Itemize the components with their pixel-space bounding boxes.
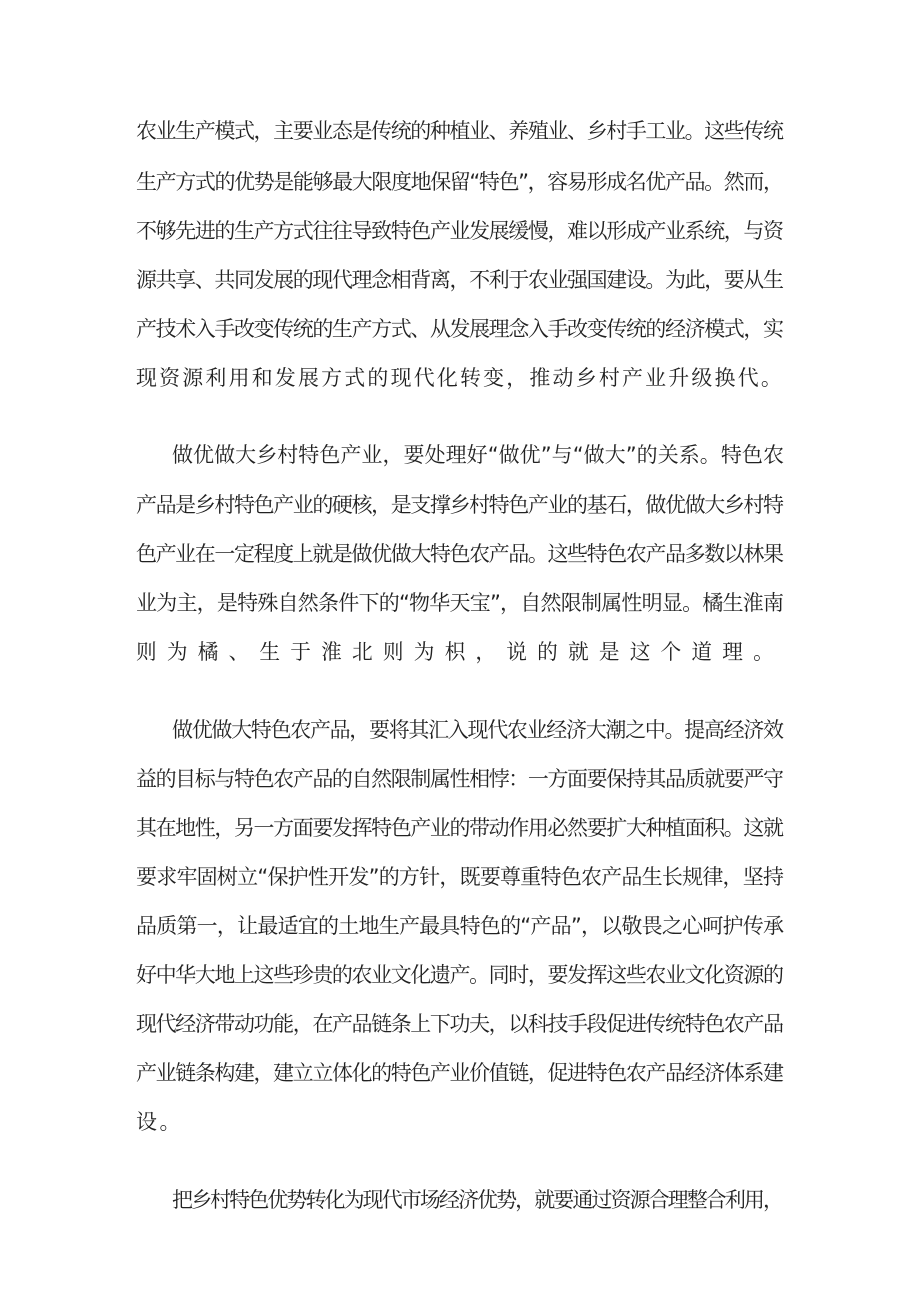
text-line: 产业链条构建，建立立体化的特色产业价值链，促进特色农产品经济体系建 <box>136 1061 783 1085</box>
text-line: 不够先进的生产方式往往导致特色产业发展缓慢，难以形成产业系统，与资 <box>136 219 783 243</box>
text-line: 源共享、共同发展的现代理念相背离，不利于农业强国建设。为此，要从生 <box>136 268 783 292</box>
text-line: 现资源利用和发展方式的现代化转变，推动乡村产业升级换代。 <box>136 366 784 390</box>
text-line: 其在地性，另一方面要发挥特色产业的带动作用必然要扩大种植面积。这就 <box>136 816 783 840</box>
text-line: 产技术入手改变传统的生产方式、从发展理念入手改变传统的经济模式，实 <box>136 317 783 341</box>
text-line: 则为橘、生于淮北则为枳，说的就是这个道理。 <box>136 640 784 664</box>
text-line: 做优做大特色农产品，要将其汇入现代农业经济大潮之中。提高经济效 <box>172 718 783 742</box>
text-line: 要求牢固树立“保护性开发”的方针，既要尊重特色农产品生长规律，坚持 <box>136 865 784 889</box>
text-line: 益的目标与特色农产品的自然限制属性相悖：一方面要保持其品质就要严守 <box>136 767 783 791</box>
text-line: 产品是乡村特色产业的硬核，是支撑乡村特色产业的基石，做优做大乡村特 <box>136 493 783 517</box>
text-line: 农业生产模式，主要业态是传统的种植业、养殖业、乡村手工业。这些传统 <box>136 119 783 143</box>
text-line: 色产业在一定程度上就是做优做大特色农产品。这些特色农产品多数以林果 <box>136 542 783 566</box>
text-line: 现代经济带动功能，在产品链条上下功夫，以科技手段促进传统特色农产品 <box>136 1012 783 1036</box>
text-line: 业为主，是特殊自然条件下的“物华天宝”，自然限制属性明显。橘生淮南 <box>136 591 784 615</box>
text-line: 生产方式的优势是能够最大限度地保留“特色”，容易形成名优产品。然而， <box>136 170 783 194</box>
text-line: 把乡村特色优势转化为现代市场经济优势，就要通过资源合理整合利用， <box>172 1188 783 1212</box>
text-line: 品质第一，让最适宜的土地生产最具特色的“产品”，以敬畏之心呵护传承 <box>136 914 784 938</box>
text-line: 好中华大地上这些珍贵的农业文化遗产。同时，要发挥这些农业文化资源的 <box>136 963 783 987</box>
text-line: 做优做大乡村特色产业，要处理好“做优”与“做大”的关系。特色农 <box>172 443 784 467</box>
text-line: 设。 <box>136 1110 183 1134</box>
